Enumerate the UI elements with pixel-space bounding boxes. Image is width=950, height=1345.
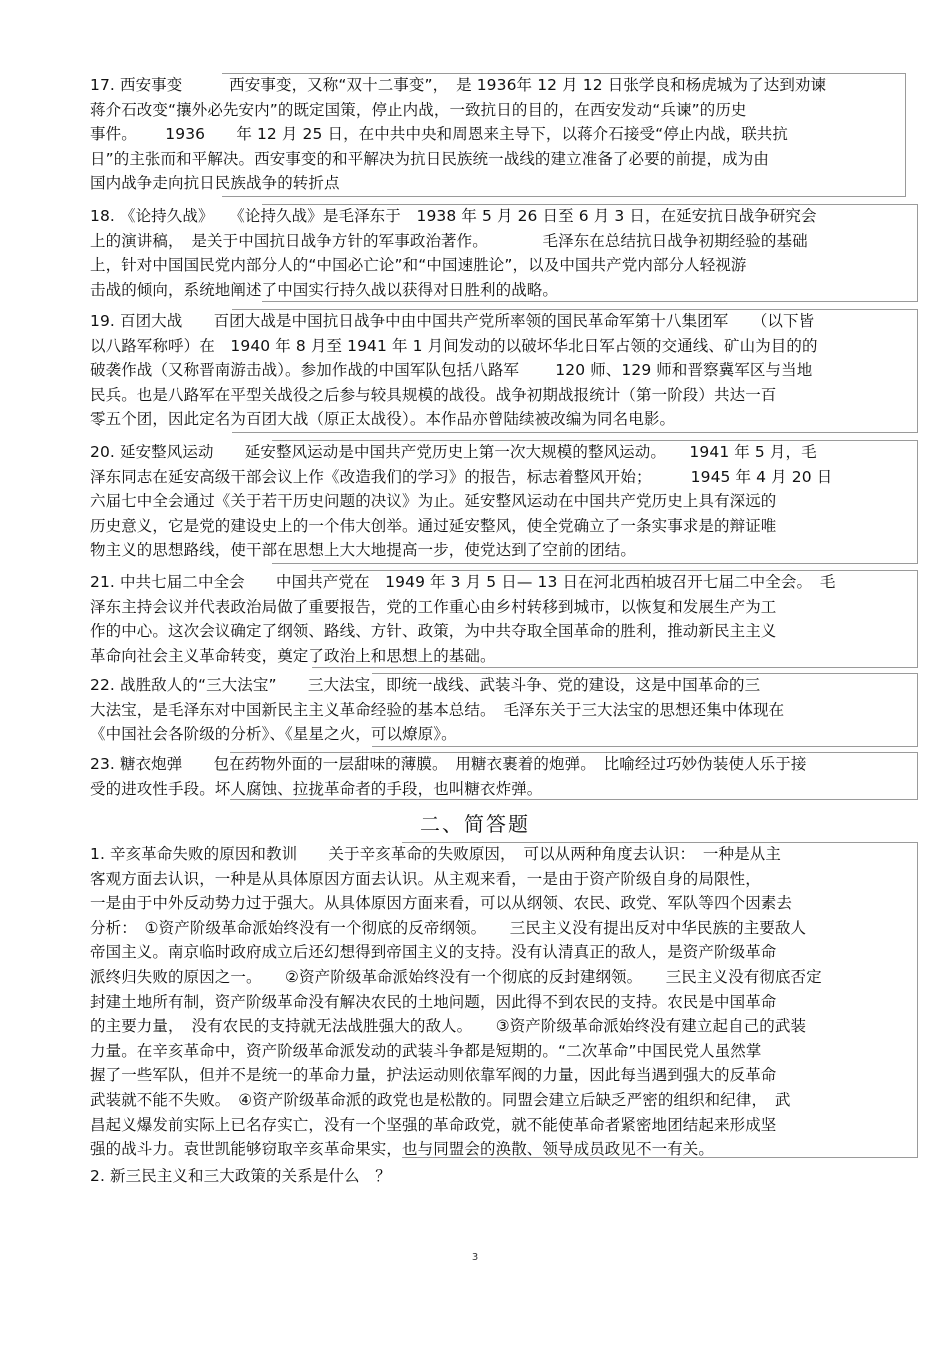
entry-line: 上，针对中国国民党内部分人的“中国必亡论”和“中国速胜论”，以及中国共产党内部分人轻视游 bbox=[90, 256, 747, 275]
entry-22 bbox=[90, 673, 920, 747]
answer-line: 客观方面去认识，一种是从具体原因方面去认识。从主观来看，一是由于资产阶级自身的局限性， bbox=[90, 869, 761, 888]
entry-line: 破袭作战（又称晋南游击战）。参加作战的中国军队包括八路军 120 师、129 师和晋察冀军区与当地 bbox=[90, 361, 813, 380]
entry-line: 以八路军称呼）在 1940 年 8 月至 1941 年 1 月间发动的以破坏华北日军占领的交通线、矿山为目的的 bbox=[90, 336, 818, 355]
entry-19 bbox=[90, 309, 920, 432]
entry-line: 国内战争走向抗日民族战争的转折点 bbox=[90, 174, 340, 193]
entry-line: 击战的倾向，系统地阐述了中国实行持久战以获得对日胜利的战略。 bbox=[90, 280, 559, 299]
entry-line: 17. 西安事变 西安事变，又称“双十二事变”， 是 1936年 12 月 12 日张学良和杨虎城为了达到劝谏 bbox=[90, 76, 827, 94]
answer-line: 的主要力量， 没有农民的支持就无法战胜强大的敌人。 ③资产阶级革命派始终没有建立起自己的武装 bbox=[90, 1017, 807, 1036]
entry-17 bbox=[90, 73, 920, 196]
entry-line: 历史意义，它是党的建设史上的一个伟大创举。通过延安整风，使全党确立了一条实事求是的辩证唯 bbox=[90, 516, 777, 535]
answer-line: 一是由于中外反动势力过于强大。从具体原因方面来看，可以从纲领、农民、政党、军队等四个因素去 bbox=[90, 894, 793, 913]
answer-line: 分析： ①资产阶级革命派始终没有一个彻底的反帝纲领。 三民主义没有提出反对中华民族的主要敌人 bbox=[90, 918, 807, 937]
entry-line: 19. 百团大战 百团大战是中国抗日战争中由中国共产党所率领的国民革命军第十八集团军 （以下皆 bbox=[90, 312, 815, 330]
entry-line: 蒋介石改变“攘外必先安内”的既定国策，停止内战，一致抗日的目的，在西安发动“兵谏”的历史 bbox=[90, 100, 747, 119]
entry-line: 泽东同志在延安高级干部会议上作《改造我们的学习》的报告，标志着整风开始； 1945 年 4 月 20 日 bbox=[90, 467, 833, 486]
entry-line: 泽东主持会议并代表政治局做了重要报告，党的工作重心由乡村转移到城市，以恢复和发展生产为工 bbox=[90, 597, 777, 616]
entry-line: 零五个团，因此定名为百团大战（原正太战役）。本作品亦曾陆续被改编为同名电影。 bbox=[90, 410, 676, 429]
entry-23 bbox=[90, 752, 920, 801]
entry-line: 上的演讲稿， 是关于中国抗日战争方针的军事政治著作。 毛泽东在总结抗日战争初期经验的基础 bbox=[90, 231, 808, 250]
entry-line: 日”的主张而和平解决。西安事变的和平解决为抗日民族统一战线的建立准备了必要的前提，成为由 bbox=[90, 149, 769, 168]
entry-line: 18. 《论持久战》 《论持久战》是毛泽东于 1938 年 5 月 26 日至 6 月 3 日，在延安抗日战争研究会 bbox=[90, 207, 817, 225]
question-1 bbox=[90, 842, 920, 1162]
answer-line: 封建土地所有制，资产阶级革命没有解决农民的土地问题，因此得不到农民的支持。农民是中国革命 bbox=[90, 992, 777, 1011]
entry-line: 22. 战胜敌人的“三大法宝” 三大法宝，即统一战线、武装斗争、党的建设，这是中国革命的三 bbox=[90, 676, 761, 694]
entry-20 bbox=[90, 440, 920, 563]
answer-line: 昌起义爆发前实际上已名存实亡，没有一个坚强的革命政党，就不能使革命者紧密地团结起来形成坚 bbox=[90, 1115, 777, 1134]
entry-line: 受的进攻性手段。坏人腐蚀、拉拢革命者的手段，也叫糖衣炸弹。 bbox=[90, 779, 543, 798]
question-2 bbox=[90, 1164, 920, 1189]
answer-line: 强的战斗力。袁世凯能够窃取辛亥革命果实，也与同盟会的涣散、领导成员政见不一有关。 bbox=[90, 1140, 715, 1159]
entry-line: 民兵。也是八路军在平型关战役之后参与较具规模的战役。战争初期战报统计（第一阶段）共达一百 bbox=[90, 385, 777, 404]
entry-line: 事件。 1936 年 12 月 25 日，在中共中央和周恩来主导下，以蒋介石接受“停止内战，联共抗 bbox=[90, 125, 789, 144]
entry-18 bbox=[90, 204, 920, 302]
answer-line: 力量。在辛亥革命中，资产阶级革命派发动的武装斗争都是短期的。“二次革命”中国民党人虽然掌 bbox=[90, 1041, 762, 1060]
answer-line: 握了一些军队，但并不是统一的革命力量，护法运动则依靠军阀的力量，因此每当遇到强大的反革命 bbox=[90, 1066, 777, 1085]
entry-21 bbox=[90, 570, 920, 668]
entry-line: 20. 延安整风运动 延安整风运动是中国共产党历史上第一次大规模的整风运动。 1941 年 5 月，毛 bbox=[90, 443, 817, 461]
entry-line: 物主义的思想路线，使干部在思想上大大地提高一步，使党达到了空前的团结。 bbox=[90, 541, 637, 560]
answer-line: 武装就不能不失败。 ④资产阶级革命派的政党也是松散的。同盟会建立后缺乏严密的组织和纪律， 武 bbox=[90, 1090, 791, 1109]
answer-line: 1. 辛亥革命失败的原因和教训 关于辛亥革命的失败原因， 可以从两种角度去认识： 一种是从主 bbox=[90, 845, 781, 863]
entry-line: 21. 中共七届二中全会 中国共产党在 1949 年 3 月 5 日— 13 日在河北西柏坡召开七届二中全会。 毛 bbox=[90, 573, 836, 591]
entry-line: 革命向社会主义革命转变，奠定了政治上和思想上的基础。 bbox=[90, 646, 496, 665]
entry-line: 大法宝，是毛泽东对中国新民主主义革命经验的基本总结。 毛泽东关于三大法宝的思想还集中体现在 bbox=[90, 700, 785, 719]
section-title: 二、简答题 bbox=[420, 812, 530, 836]
entry-line: 作的中心。这次会议确定了纲领、路线、方针、政策，为中共夺取全国革命的胜利，推动新民主主义 bbox=[90, 622, 777, 641]
page-number: 3 bbox=[471, 1252, 479, 1263]
question-line: 2. 新三民主义和三大政策的关系是什么 ？ bbox=[90, 1167, 391, 1185]
entry-line: 23. 糖衣炮弹 包在药物外面的一层甜味的薄膜。 用糖衣裹着的炮弹。 比喻经过巧妙伪装使人乐于接 bbox=[90, 755, 807, 773]
answer-line: 帝国主义。南京临时政府成立后还幻想得到帝国主义的支持。没有认清真正的敌人，是资产阶级革命 bbox=[90, 943, 777, 962]
entry-line: 《中国社会各阶级的分析》、《星星之火，可以燎原》。 bbox=[90, 725, 457, 744]
answer-line: 派终归失败的原因之一。 ②资产阶级革命派始终没有一个彻底的反封建纲领。 三民主义没有彻底否定 bbox=[90, 967, 822, 986]
entry-line: 六届七中全会通过《关于若干历史问题的决议》为止。延安整风运动在中国共产党历史上具有深远的 bbox=[90, 492, 777, 511]
